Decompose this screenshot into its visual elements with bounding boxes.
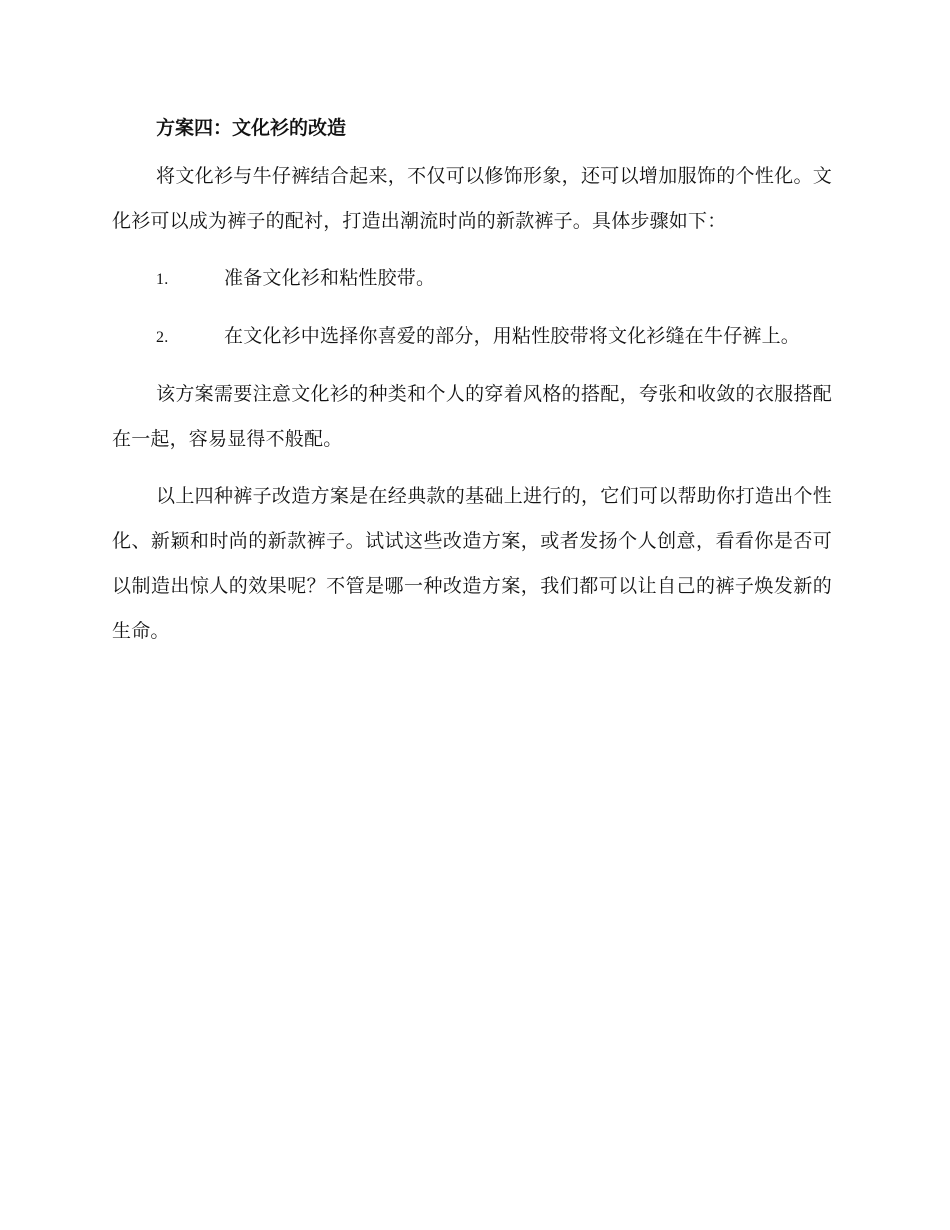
step-number: 2. bbox=[156, 329, 169, 346]
section-heading: 方案四：文化衫的改造 bbox=[156, 117, 347, 139]
conclusion-paragraph: 以上四种裤子改造方案是在经典款的基础上进行的，它们可以帮助你打造出个性化、新颖和时尚的新款裤子。试试这些改造方案，或者发扬个人创意，看看你是否可以制造出惊人的效果呢？不管是哪一种改造方案，我们都可以让自己的裤子焕发新的生命。 bbox=[112, 485, 832, 642]
step-number: 1. bbox=[156, 271, 169, 288]
intro-paragraph: 将文化衫与牛仔裤结合起来，不仅可以修饰形象，还可以增加服饰的个性化。文化衫可以成为裤子的配衬，打造出潮流时尚的新款裤子。具体步骤如下： bbox=[112, 165, 832, 232]
note-paragraph: 该方案需要注意文化衫的种类和个人的穿着风格的搭配，夸张和收敛的衣服搭配在一起，容易显得不般配。 bbox=[112, 383, 832, 450]
step-item-1 bbox=[112, 256, 832, 302]
step-text: 准备文化衫和粘性胶带。 bbox=[224, 267, 436, 289]
document-page bbox=[112, 112, 832, 666]
step-text: 在文化衫中选择你喜爱的部分，用粘性胶带将文化衫缝在牛仔裤上。 bbox=[224, 325, 801, 347]
step-item-2 bbox=[112, 314, 832, 360]
